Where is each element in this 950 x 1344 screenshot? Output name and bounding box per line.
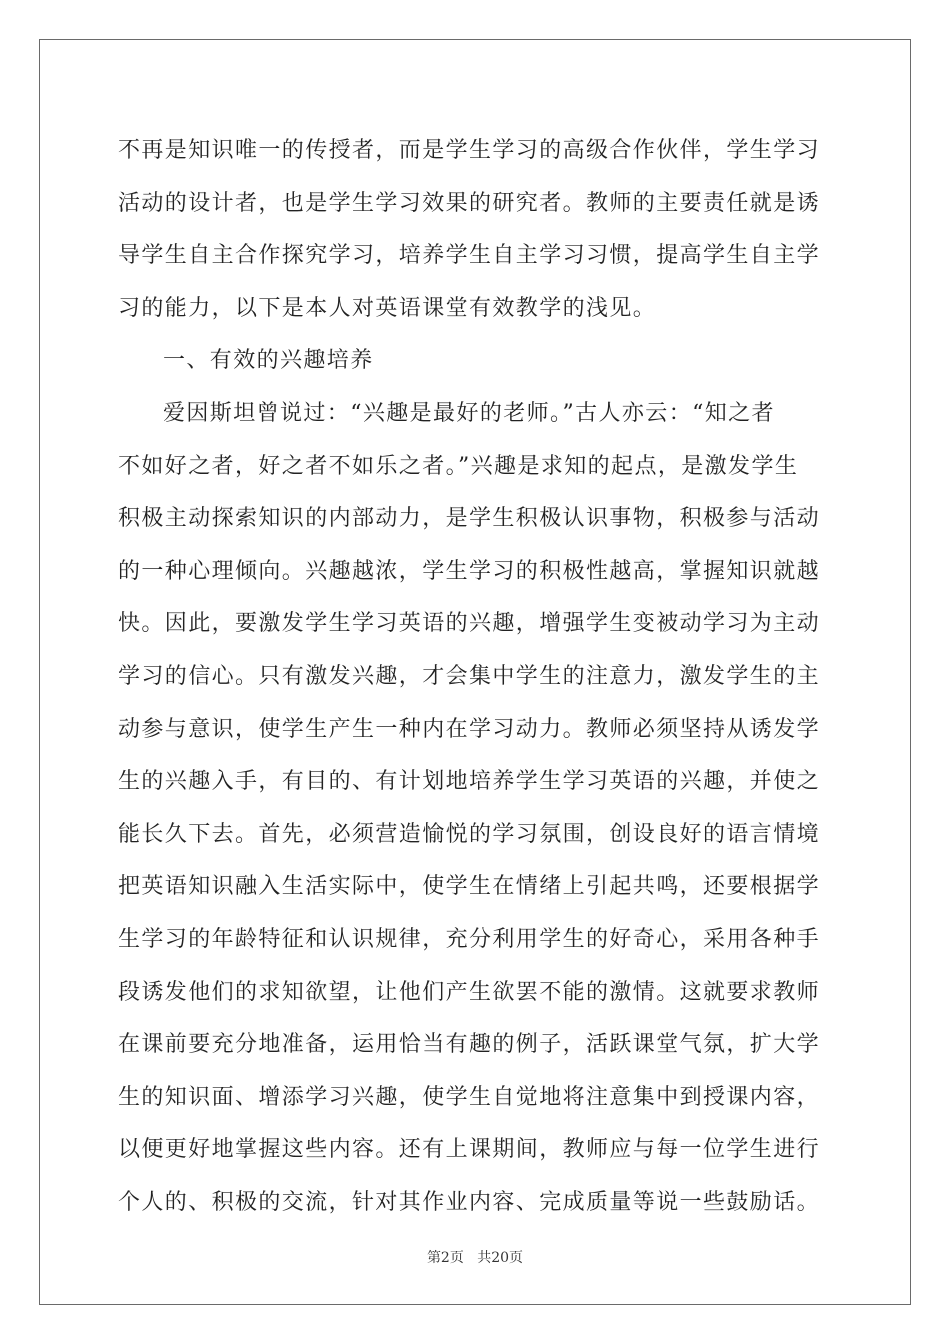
- text-line-9: 的一种心理倾向。兴趣越浓，学生学习的积极性越高，掌握知识就越: [118, 558, 821, 584]
- section-heading: 一、有效的兴趣培养: [163, 348, 374, 374]
- text-line-11: 学习的信心。只有激发兴趣，才会集中学生的注意力，激发学生的主: [118, 663, 821, 689]
- text-line-8: 积极主动探索知识的内部动力，是学生积极认识事物，积极参与活动: [118, 506, 821, 532]
- text-line-15: 把英语知识融入生活实际中，使学生在情绪上引起共鸣，还要根据学: [118, 874, 821, 900]
- text-line-13: 生的兴趣入手，有目的、有计划地培养学生学习英语的兴趣，并使之: [118, 769, 821, 795]
- text-line-3: 导学生自主合作探究学习，培养学生自主学习习惯，提高学生自主学: [118, 243, 821, 269]
- text-line-2: 活动的设计者，也是学生学习效果的研究者。教师的主要责任就是诱: [118, 190, 821, 216]
- footer-spacer: [464, 1250, 477, 1266]
- text-line-4: 习的能力，以下是本人对英语课堂有效教学的浅见。: [118, 295, 657, 321]
- text-line-12: 动参与意识，使学生产生一种内在学习动力。教师必须坚持从诱发学: [118, 716, 821, 742]
- text-line-7: 不如好之者，好之者不如乐之者。”兴趣是求知的起点，是激发学生: [118, 453, 799, 479]
- text-line-20: 以便更好地掌握这些内容。还有上课期间，教师应与每一位学生进行: [118, 1137, 821, 1163]
- text-line-6: 爱因斯坦曾说过：“兴趣是最好的老师。”古人亦云：“知之者: [163, 400, 775, 426]
- text-line-18: 在课前要充分地准备，运用恰当有趣的例子，活跃课堂气氛，扩大学: [118, 1032, 821, 1058]
- text-line-19: 生的知识面、增添学习兴趣，使学生自觉地将注意集中到授课内容，: [118, 1084, 821, 1110]
- page-footer: [0, 1247, 950, 1267]
- page-total: 共20页: [477, 1250, 524, 1266]
- text-line-14: 能长久下去。首先，必须营造愉悦的学习氛围，创设良好的语言情境: [118, 821, 821, 847]
- text-line-10: 快。因此，要激发学生学习英语的兴趣，增强学生变被动学习为主动: [118, 611, 821, 637]
- text-line-16: 生学习的年龄特征和认识规律，充分利用学生的好奇心，采用各种手: [118, 926, 821, 952]
- text-line-1: 不再是知识唯一的传授者，而是学生学习的高级合作伙伴，学生学习: [118, 138, 821, 163]
- text-line-17: 段诱发他们的求知欲望，让他们产生欲罢不能的激情。这就要求教师: [118, 979, 821, 1005]
- text-line-21: 个人的、积极的交流，针对其作业内容、完成质量等说一些鼓励话。: [118, 1189, 821, 1215]
- page-number: 第2页: [426, 1250, 464, 1266]
- document-body: [118, 125, 832, 1229]
